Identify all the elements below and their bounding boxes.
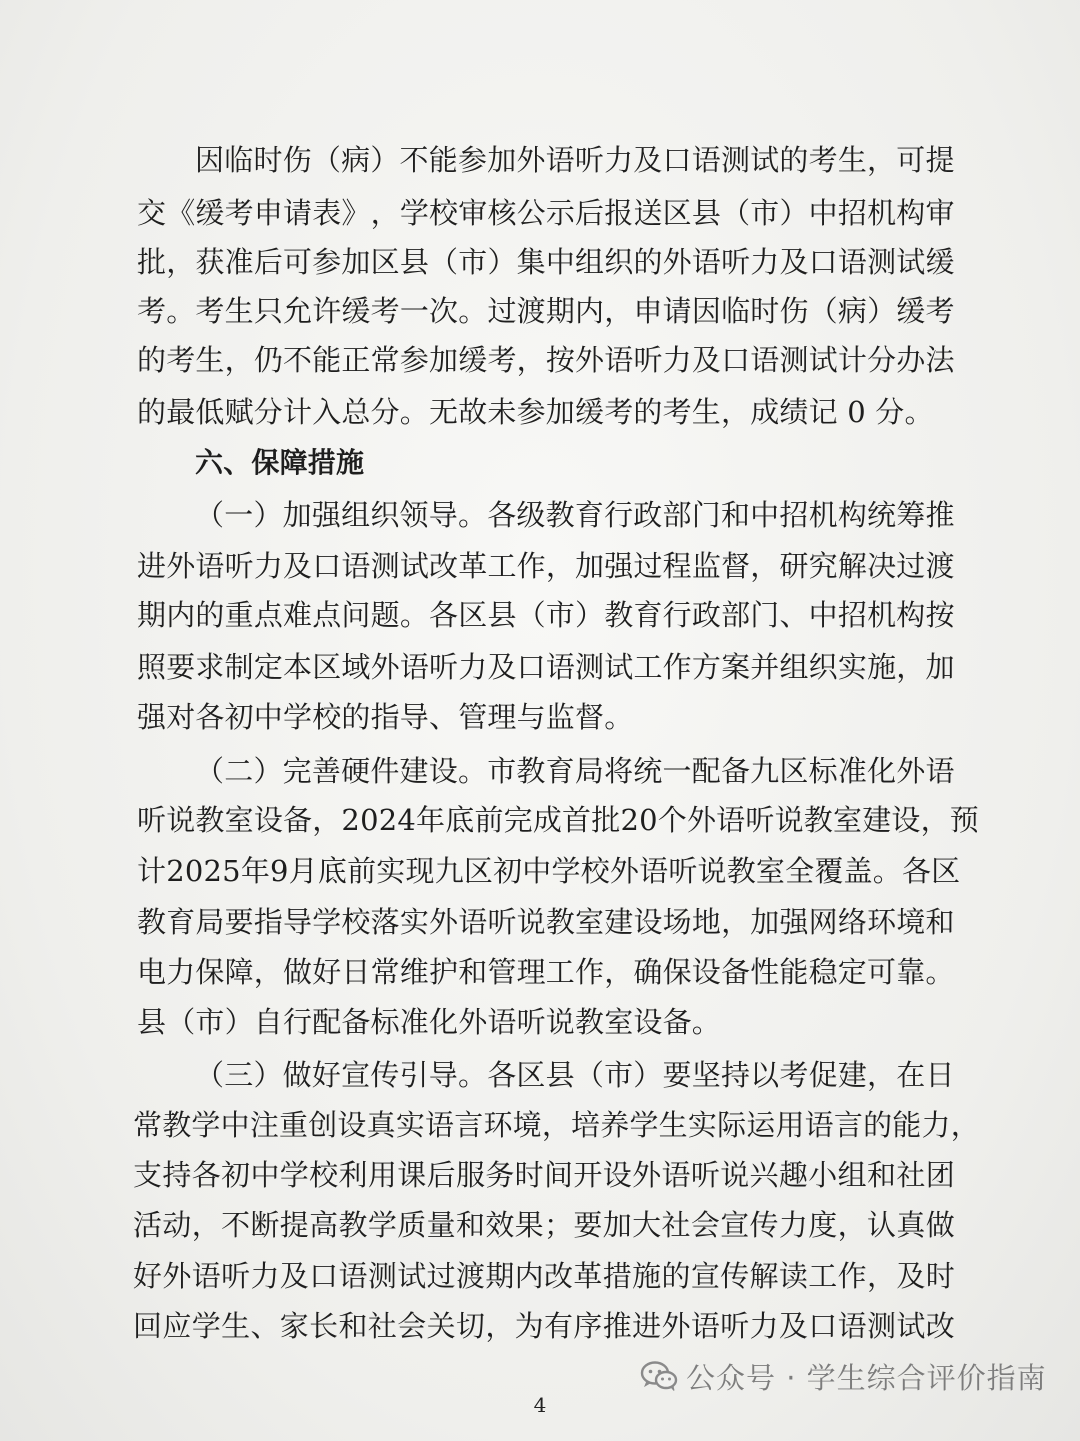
text-line: 批 ， 获 准 后 可 参 加 区 县 （ 市 ） 集 中 组 织 的 外 语 听 力 及 口 语 测 试 缓 <box>137 245 955 279</box>
text-line: 回 应 学 生 、 家 长 和 社 会 关 切 ， 为 有 序 推 进 外 语 听 力 及 口 语 测 试 改 <box>133 1309 955 1343</box>
text-line: 电力保障，做好日常维护和管理工作，确保设备性能稳定可靠。 <box>137 955 955 989</box>
watermark <box>640 1356 1047 1396</box>
text-line: （ 二 ） 完 善 硬 件 建 设 。 市 教 育 局 将 统 一 配 备 九 区 标 准 化 外 语 <box>195 754 955 788</box>
page-number: 4 <box>533 1393 547 1417</box>
text-line: 活 动 ， 不 断 提 高 教 学 质 量 和 效 果 ； 要 加 大 社 会 宣 传 力 度 ， 认 真 做 <box>133 1208 955 1242</box>
text-line: （ 三 ） 做 好 宣 传 引 导 。 各 区 县 （ 市 ） 要 坚 持 以 考 促 建 ， 在 日 <box>195 1058 955 1092</box>
text-line: 县（市）自行配备标准化外语听说教室设备。 <box>137 1005 722 1039</box>
text-line: 考 。 考 生 只 允 许 缓 考 一 次 。 过 渡 期 内 ， 申 请 因 临 时 伤 （ 病 ） 缓 考 <box>137 294 955 328</box>
text-line: 期 内 的 重 点 难 点 问 题 。 各 区 县 （ 市 ） 教 育 行 政 部 门 、 中 招 机 构 按 <box>137 598 955 632</box>
text-line: （ 一 ） 加 强 组 织 领 导 。 各 级 教 育 行 政 部 门 和 中 招 机 构 统 筹 推 <box>195 498 955 532</box>
text-line: 好 外 语 听 力 及 口 语 测 试 过 渡 期 内 改 革 措 施 的 宣 传 解 读 工 作 ， 及 时 <box>133 1259 955 1293</box>
watermark-text: 公众号 · 学生综合评价指南 <box>686 1360 1047 1395</box>
text-line: 计 2025 年 9 月 底 前 实 现 九 区 初 中 学 校 外 语 听 说 教 室 全 覆 盖 。 各 区 <box>137 854 961 888</box>
text-line: 的 考 生 ， 仍 不 能 正 常 参 加 缓 考 ， 按 外 语 听 力 及 口 语 测 试 计 分 办 法 <box>137 343 955 377</box>
text-line: 进 外 语 听 力 及 口 语 测 试 改 革 工 作 ， 加 强 过 程 监 督 ， 研 究 解 决 过 渡 <box>137 549 955 583</box>
text-line: 支 持 各 初 中 学 校 利 用 课 后 服 务 时 间 开 设 外 语 听 说 兴 趣 小 组 和 社 团 <box>133 1158 955 1192</box>
text-line: 交 《 缓 考 申 请 表 》 ， 学 校 审 核 公 示 后 报 送 区 县 （ 市 ） 中 招 机 构 审 <box>137 196 955 230</box>
text-line: 的最低赋分计入总分。无故未参加缓考的考生，成绩记 0 分。 <box>137 395 934 429</box>
wechat-icon <box>640 1360 678 1392</box>
text-line: 听 说 教 室 设 备 ， 2024 年 底 前 完 成 首 批 20 个 外 语 听 说 教 室 建 设 ， 预 <box>137 803 979 837</box>
text-line: 常 教 学 中 注 重 创 设 真 实 语 言 环 境 ， 培 养 学 生 实 际 运 用 语 言 的 能 力 ， <box>133 1108 980 1142</box>
text-line: 照 要 求 制 定 本 区 域 外 语 听 力 及 口 语 测 试 工 作 方 案 并 组 织 实 施 ， 加 <box>137 650 955 684</box>
text-line: 教 育 局 要 指 导 学 校 落 实 外 语 听 说 教 室 建 设 场 地 ， 加 强 网 络 环 境 和 <box>137 905 955 939</box>
text-line: 因 临 时 伤 （ 病 ） 不 能 参 加 外 语 听 力 及 口 语 测 试 的 考 生 ， 可 提 <box>195 143 955 177</box>
section-heading: 六、保障措施 <box>195 446 365 479</box>
text-line: 强对各初中学校的指导、管理与监督。 <box>137 700 634 734</box>
